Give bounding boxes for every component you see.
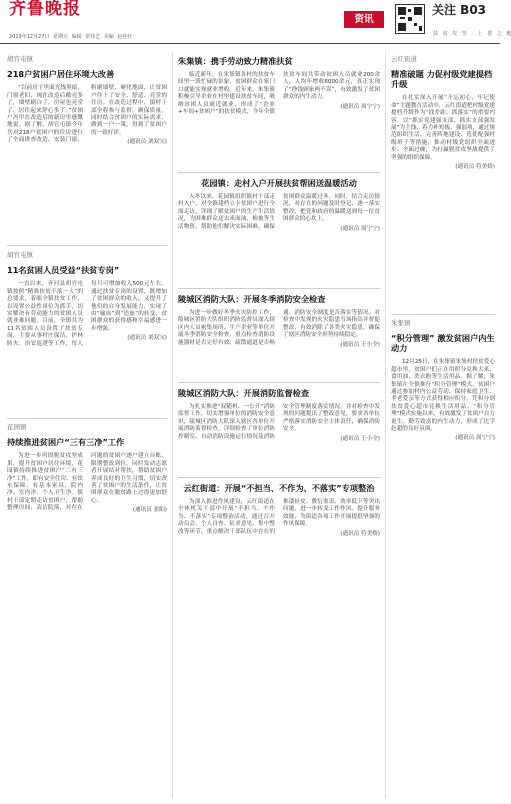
header-rule (0, 43, 500, 44)
newspaper-logo: 齐鲁晚报 (9, 0, 81, 19)
article-body: 一直以来，齐河县胡官屯镇按照“精准扶贫不落一人”的总要求，着眼全镇扶贫工作，以设置公益性岗位为抓手，切实解决有劳动能力的贫困人员就业难问题。目前，全镇共为11名贫困人员设置了扶贫专岗，主要从事村庄保洁、护林防火、治安巡逻等工作，每人每月可增加收入500元左右。通过扶贫专岗的设置，既增加了贫困群众的收入，又提升了他们的自身发展能力，实现了由“输血”到“造血”的转变，贫困群众的获得感和幸福感进一步增强。 (7, 281, 167, 347)
article-byline: (通讯员 刘双宝) (127, 335, 167, 342)
article-body: 为进一步巩固脱贫攻坚成果，提升贫困户居住环境，花园镇持续推进贫困户“三有三净”工作，即有安全住房、有饮水保障、有基本家具，院内净、室内净、个人卫生净。镇村干部定期走访贫困户，帮助整理房间、清洁院落，对存在问题的贫困户逐户建立台账，限期整改到位。同时发动志愿者开展结对帮扶，帮助贫困户养成良好的卫生习惯，切实改善了贫困户的生活条件，让贫困群众在脱贫路上过得更加舒心。 (7, 453, 167, 512)
article-headline: 朱集镇：携手劳动致力精准扶贫 (178, 56, 293, 66)
article-col3-c2 (391, 320, 495, 550)
article-body: 在扎实深入开展“不忘初心、牢记使命”主题教育活动中，云红街道把村级党建提档升级作为“找差距、抓落实”的重要内容，以“抓实党建强支部，抓实支部强发展”为主线，着力补短板、强弱项，通过规范组织生活、完善阵地建设、选优配强村级班子等措施，推动村级党组织全面进步、全面过硬，为打赢脱贫攻坚战提供了坚强的组织保障。 (391, 95, 495, 161)
masthead (0, 0, 511, 44)
article-col2-b2 (178, 178, 380, 278)
article-byline: (通讯员 周宁宁) (455, 435, 495, 442)
qr-code-icon (395, 4, 425, 34)
article-body: “以前房子里面光线黑暗，门窗老旧，现在改造后敞亮多了，墙壁刷白了，房屋也亮堂了，居住起来舒心多了。”贫困户冯甲在改造后的新房里感慨地说。据了解，胡官屯镇今年共对218户贫困户的住房进行了全面排查改造，安装门窗、粉刷墙壁、硬化地面，让贫困户住上了安全、舒适、亮堂的住房。在改造过程中，镇村干部全程参与监督，确保质量，同时结合贫困户的实际需求，做到一户一策，得到了贫困户的一致好评。 (7, 85, 167, 144)
article-divider (178, 477, 380, 478)
dateline: 2019年12月27日 星期五 编辑 常伟艺 美编 赵桂红 (9, 34, 133, 40)
article-body: 为扎实推进“双随机、一公开”消防监督工作，切实增强单位的消防安全意识，陵城区消防大队深入辖区各单位开展消防监督检查，详细检查了单位消防控制室、自动消防设施运行情况及消防安全管理制度落实情况，并对检查中发现的问题提出了整改意见，要求各单位严格落实消防安全主体责任，确保消防安全。 (178, 404, 380, 440)
article-divider (391, 314, 495, 315)
article-divider (178, 382, 380, 383)
article-divider (7, 418, 167, 419)
article-col1-a2 (7, 252, 167, 412)
article-body: 临近新年，在朱集镇各村的扶贫车间里一派忙碌的景象，贫困群众在家门口就能实现就业增收。近年来，朱集镇积极引导企业在村里建设扶贫车间，吸纳贫困人员就近就业，形成了“企业+车间+贫困户”的扶贫模式，今年全镇扶贫车间共带动贫困人员就业200余人，人均年增收6000余元，真正实现了“挣钱顾家两不误”，有效激发了贫困群众的内生动力。 (178, 72, 380, 116)
column-rule (172, 52, 173, 798)
article-kicker: 花园镇 (7, 423, 27, 431)
article-byline: (通讯员 王小全) (340, 341, 380, 348)
article-headline: 11名贫困人员受益“扶贫专岗” (7, 265, 120, 276)
article-headline: 花园镇：走村入户开展扶贫帮困送温暖活动 (201, 178, 357, 188)
article-headline: 218户贫困户居住环境大改善 (7, 69, 115, 80)
article-byline: (通讯员 周宁宁) (340, 103, 380, 110)
article-kicker: 朱集镇 (391, 319, 411, 327)
article-divider (178, 288, 380, 289)
article-col2-b3 (178, 294, 380, 378)
article-body: 12月25日，在朱集镇朱集村扶贫爱心超市里，贫困户们正在用积分兑换大米、食用油、洗衣粉等生活用品。据了解，朱集镇在全镇推行“积分管理”模式，贫困户通过参加村内公益劳动、保持家庭卫生、孝老爱亲等方式获得相应积分，凭积分到扶贫爱心超市兑换生活用品。“积分管理”模式实施以来，有效激发了贫困户自力更生、勤劳致富的内生动力，形成了比学赶超的良好氛围。 (391, 359, 495, 433)
article-body: 为深入推进作风建设，云红街道在全体机关干部中开展“不担当、不作为、不落实”专项整治活动，通过召开动员会、个人自查、征求意见、集中整改等环节，重点解决干部队伍中存在的推诿扯皮、敷衍塞责、效率低下等突出问题，进一步转变工作作风，提升服务效能，为街道各项工作开展提供坚强的作风保障。 (178, 499, 380, 535)
article-col2-b4 (178, 388, 380, 472)
article-col2-b1 (178, 56, 380, 166)
article-headline: “积分管理” 激发贫困户内生动力 (391, 333, 495, 354)
article-divider (7, 245, 167, 246)
article-headline: 精准破题 力促村级党建提档升级 (391, 69, 493, 90)
article-byline: (通讯员 刘双宝) (127, 139, 167, 146)
article-headline: 持续推进贫困户“三有三净”工作 (7, 437, 125, 448)
article-byline: (通讯员 王小全) (340, 435, 380, 442)
column-rule (385, 52, 386, 798)
article-byline: (通讯员 张阳) (132, 507, 167, 514)
article-kicker: 胡官屯镇 (7, 251, 33, 259)
article-col2-b5 (178, 483, 380, 583)
page-title: 关注 B03 (432, 3, 487, 17)
article-col3-c1 (391, 56, 495, 306)
article-kicker: 胡官屯镇 (7, 55, 33, 63)
page-subtitle: 扶 贫 攻 坚 · 上 善 之 地 (433, 31, 511, 37)
section-tag: 资讯 (344, 11, 384, 28)
article-byline: (通讯员 符美娇) (340, 530, 380, 537)
article-col1-a3 (7, 424, 167, 644)
article-byline: (通讯员 周宁宁) (340, 225, 380, 232)
article-byline: (通讯员 符美娇) (455, 164, 495, 171)
article-body: 为进一步做好冬季火灾防控工作，陵城区消防大队组织消防监督员深入辖区内人员密集场所、生产企业等单位开展冬季消防安全检查，重点检查消防设施器材是否完好有效、疏散通道是否畅通、消防安全制度是否落实等情况。对检查中发现的火灾隐患当场指出并督促整改，有效消除了各类火灾隐患，确保了辖区消防安全形势持续稳定。 (178, 310, 380, 346)
article-divider (178, 172, 380, 173)
article-kicker: 云红街道 (391, 55, 417, 63)
article-body: 入冬以来，花园镇组织镇村干部走村入户，对全镇建档立卡贫困户进行全面走访，详细了解贫困户的生产生活情况，为困难群众送去米面油、棉被等生活物资，帮助他们解决实际困难，确保贫困群众温暖过冬。同时，结合走访情况，对存在的问题及时登记、逐一落实整改，把党和政府的温暖送到每一位贫困群众的心坎上。 (178, 194, 380, 230)
article-headline: 陵城区消防大队：开展消防监督检查 (178, 388, 310, 398)
article-headline: 云红街道：开展“不担当、不作为、不落实”专项整治 (183, 483, 375, 493)
article-col1-a1 (7, 56, 167, 236)
article-headline: 陵城区消防大队：开展冬季消防安全检查 (178, 294, 326, 304)
